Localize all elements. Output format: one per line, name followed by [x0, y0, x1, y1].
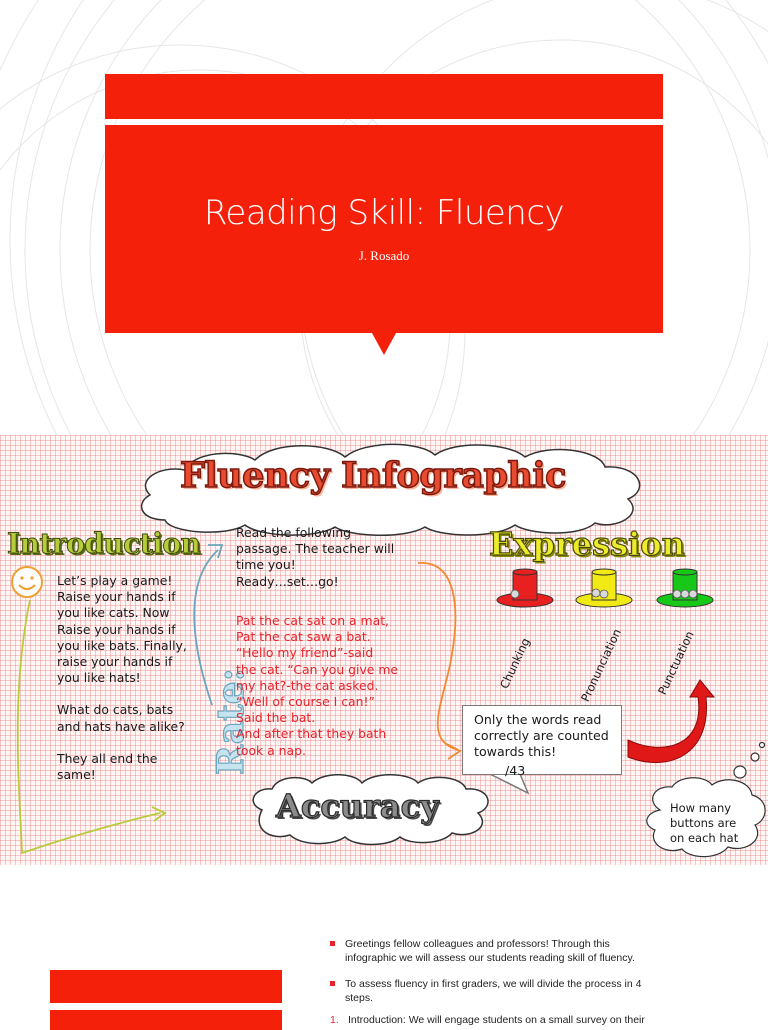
accuracy-heading: Accuracy — [276, 787, 439, 825]
bullet-assess: To assess fluency in first graders, we will divide the process in 4 steps. — [330, 977, 730, 1005]
accuracy-box-text: Only the words read correctly are counted towards this! — [474, 712, 609, 759]
rate-curve-arrowhead — [208, 545, 222, 558]
step-number: 1. — [330, 1014, 339, 1026]
expression-heading: Expression — [489, 525, 685, 563]
rate-instructions: Read the following passage. The teacher will time you! Ready…set…go! — [236, 525, 395, 589]
step-text: Introduction: We will engage students on a small survey on their — [348, 1014, 645, 1026]
red-hat-icon — [497, 569, 553, 607]
rate-passage: Pat the cat sat on a mat, Pat the cat saw a bat. “Hello my friend”-said the cat. “Can you give me my hat?-the cat asked. “Well of course I can!” Said the bat. And after that they bath took a nap. — [236, 613, 399, 758]
bullet-marker — [330, 981, 335, 986]
label-punctuation: Punctuation — [655, 628, 697, 697]
accuracy-score: /43 — [505, 763, 526, 778]
smiley-icon — [12, 567, 42, 597]
rate-heading: Rate: — [210, 668, 252, 775]
introduction-heading: Introduction — [7, 527, 201, 560]
label-pronunciation: Pronunciation — [578, 626, 624, 704]
next-slide-title-bar — [50, 1010, 282, 1030]
accuracy-curve — [418, 563, 458, 750]
thought-dot-large — [734, 766, 746, 778]
introduction-text: Let’s play a game! Raise your hands if you like cats. Now Raise your hands if you like bats. Finally, raise your hands if you like hats! What do cats, bats and hats have alike? They all end the same! — [57, 573, 187, 783]
red-arrow-icon — [628, 680, 714, 763]
infographic-title: Fluency Infographic — [180, 455, 566, 496]
green-hat-icon — [657, 569, 713, 607]
bullet-marker — [330, 941, 335, 946]
slide-title: Reading Skill: Fluency — [203, 193, 565, 233]
next-slide-accent-bar — [50, 970, 282, 1003]
label-chunking: Chunking — [497, 635, 533, 691]
hat-question: How many buttons are on each hat — [670, 801, 739, 845]
title-accent-bar — [105, 74, 663, 119]
thought-dot-medium — [751, 753, 759, 761]
yellow-hat-icon — [576, 569, 632, 607]
thought-dot-small — [760, 743, 765, 748]
title-card-pointer — [372, 333, 396, 355]
fluency-infographic — [0, 435, 768, 865]
bullet-greetings: Greetings fellow colleagues and professors! Through this infographic we will assess our students reading skill of fluency. — [330, 937, 730, 965]
slide-author: J. Rosado — [358, 248, 410, 263]
